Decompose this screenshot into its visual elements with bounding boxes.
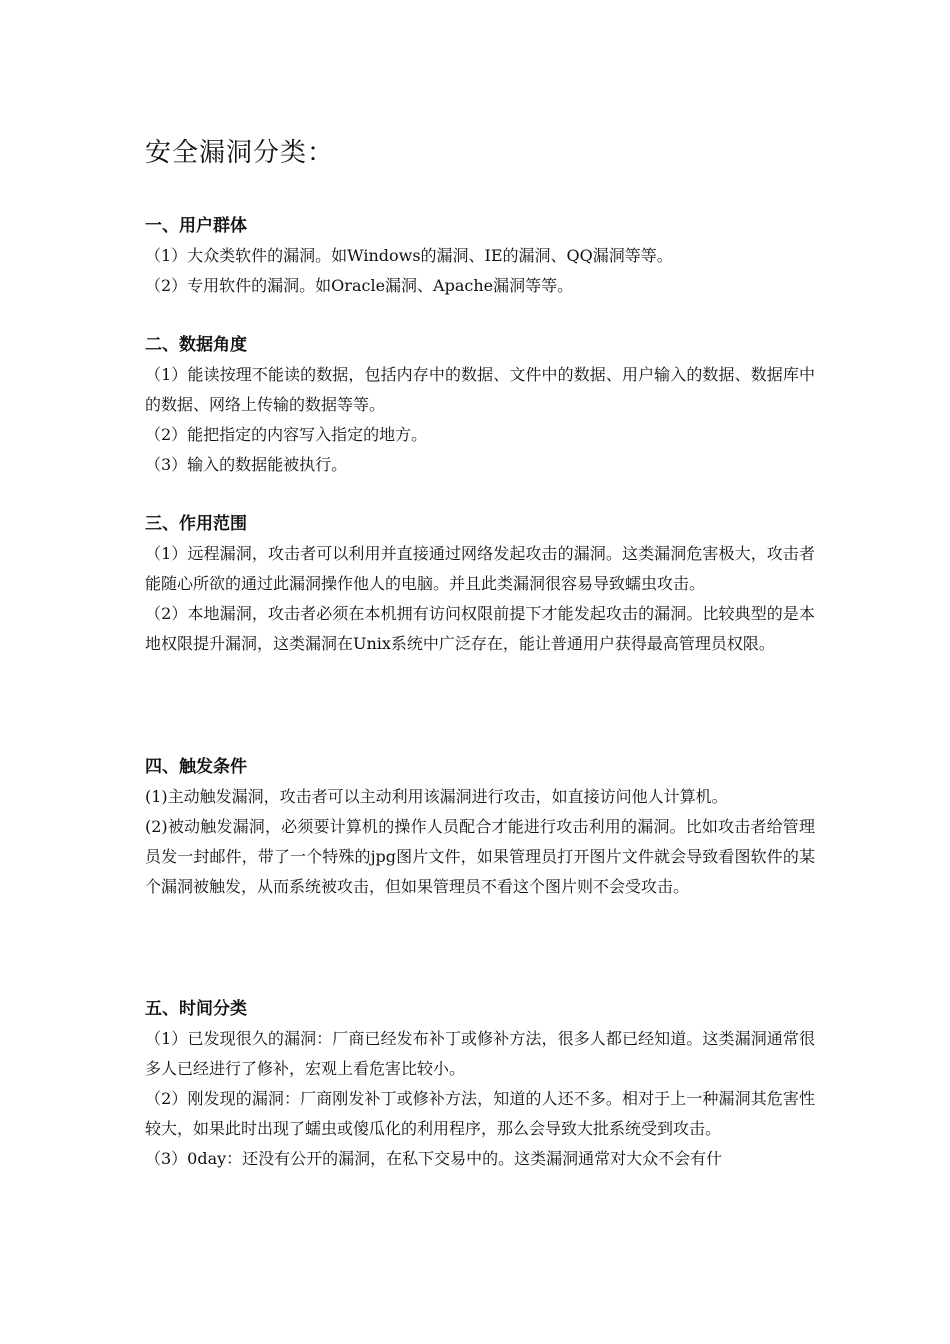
document-title: 安全漏洞分类： <box>145 138 335 168</box>
section-trigger-condition <box>145 752 815 902</box>
section-heading: 二、数据角度 <box>145 335 247 355</box>
section-paragraph: （1）大众类软件的漏洞。如Windows的漏洞、IE的漏洞、QQ漏洞等等。 <box>145 246 673 265</box>
section-paragraph: （3）输入的数据能被执行。 <box>145 455 348 474</box>
section-paragraph: （2）专用软件的漏洞。如Oracle漏洞、Apache漏洞等等。 <box>145 276 574 295</box>
section-paragraph: （2）能把指定的内容写入指定的地方。 <box>145 425 428 444</box>
section-paragraph: （2）刚发现的漏洞：厂商刚发补丁或修补方法，知道的人还不多。相对于上一种漏洞其危害性较大，如果此时出现了蠕虫或傻瓜化的利用程序，那么会导致大批系统受到攻击。 <box>145 1089 815 1138</box>
section-scope <box>145 509 815 659</box>
section-paragraph: （3）0day：还没有公开的漏洞，在私下交易中的。这类漏洞通常对大众不会有什 <box>145 1149 723 1168</box>
section-heading: 一、用户群体 <box>145 216 247 236</box>
section-heading: 四、触发条件 <box>145 757 247 777</box>
section-user-group <box>145 211 815 301</box>
section-paragraph: （1）已发现很久的漏洞：厂商已经发布补丁或修补方法，很多人都已经知道。这类漏洞通常很多人已经进行了修补，宏观上看危害比较小。 <box>145 1029 815 1078</box>
section-data-perspective <box>145 330 815 480</box>
section-paragraph: (1)主动触发漏洞，攻击者可以主动利用该漏洞进行攻击，如直接访问他人计算机。 <box>145 787 728 806</box>
section-paragraph: (2)被动触发漏洞，必须要计算机的操作人员配合才能进行攻击利用的漏洞。比如攻击者给管理员发一封邮件，带了一个特殊的jpg图片文件，如果管理员打开图片文件就会导致看图软件的某个漏洞被触发，从而系统被攻击，但如果管理员不看这个图片则不会受攻击。 <box>145 817 815 896</box>
section-heading: 三、作用范围 <box>145 514 247 534</box>
section-paragraph: （1）远程漏洞，攻击者可以利用并直接通过网络发起攻击的漏洞。这类漏洞危害极大，攻击者能随心所欲的通过此漏洞操作他人的电脑。并且此类漏洞很容易导致蠕虫攻击。 <box>145 544 815 593</box>
section-paragraph: （2）本地漏洞，攻击者必须在本机拥有访问权限前提下才能发起攻击的漏洞。比较典型的是本地权限提升漏洞，这类漏洞在Unix系统中广泛存在，能让普通用户获得最高管理员权限。 <box>145 604 815 653</box>
section-time-classification <box>145 994 815 1174</box>
section-heading: 五、时间分类 <box>145 999 247 1019</box>
section-paragraph: （1）能读按理不能读的数据，包括内存中的数据、文件中的数据、用户输入的数据、数据库中的数据、网络上传输的数据等等。 <box>145 365 815 414</box>
